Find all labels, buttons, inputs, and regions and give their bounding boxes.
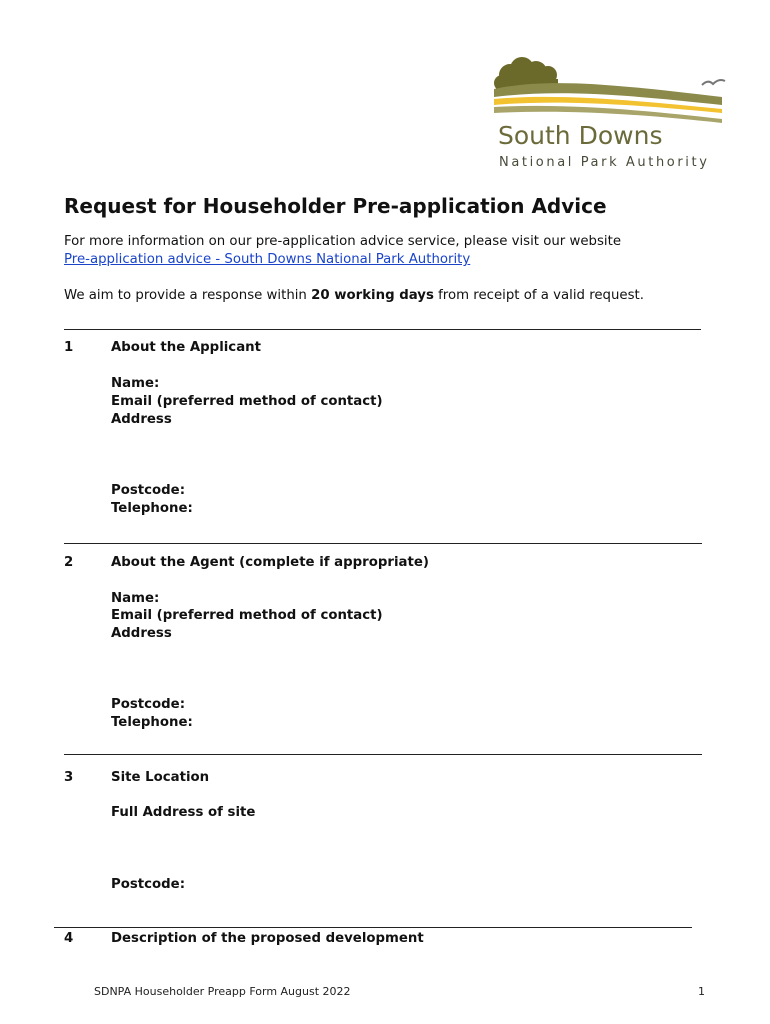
section-heading-development: Description of the proposed development (111, 931, 424, 946)
applicant-address-field[interactable]: Address (111, 412, 172, 427)
agent-name-field[interactable]: Name: (111, 591, 160, 606)
applicant-name-field[interactable]: Name: (111, 376, 160, 391)
response-prefix: We aim to provide a response within (64, 288, 312, 303)
section-heading-agent: About the Agent (complete if appropriate) (111, 555, 429, 570)
page-number: 1 (698, 985, 705, 998)
logo-title: South Downs (498, 121, 663, 150)
page-title: Request for Householder Pre-application Advice (64, 194, 607, 218)
sdnpa-logo (490, 55, 730, 180)
applicant-telephone-field[interactable]: Telephone: (111, 501, 193, 516)
divider (54, 927, 692, 928)
site-address-field[interactable]: Full Address of site (111, 805, 256, 820)
footer-form-name: SDNPA Householder Preapp Form August 2022 (94, 985, 351, 998)
divider (64, 543, 702, 544)
site-postcode-field[interactable]: Postcode: (111, 877, 186, 892)
response-suffix: from receipt of a valid request. (433, 288, 644, 303)
applicant-postcode-field[interactable]: Postcode: (111, 483, 186, 498)
applicant-email-field[interactable]: Email (preferred method of contact) (111, 394, 383, 409)
agent-telephone-field[interactable]: Telephone: (111, 715, 193, 730)
response-text (64, 288, 644, 303)
section-heading-site: Site Location (111, 770, 210, 785)
intro-text: For more information on our pre-application advice service, please visit our website (64, 234, 622, 249)
section-heading-applicant: About the Applicant (111, 340, 261, 355)
divider (64, 329, 701, 330)
agent-postcode-field[interactable]: Postcode: (111, 697, 186, 712)
agent-email-field[interactable]: Email (preferred method of contact) (111, 608, 383, 623)
logo-landscape-icon (490, 55, 730, 125)
preapp-advice-link[interactable]: Pre-application advice - South Downs National Park Authority (64, 252, 471, 267)
response-bold: 20 working days (311, 288, 434, 303)
agent-address-field[interactable]: Address (111, 626, 172, 641)
section-number: 1 (64, 340, 74, 355)
section-number: 3 (64, 770, 74, 785)
divider (64, 754, 702, 755)
section-number: 4 (64, 931, 74, 946)
section-number: 2 (64, 555, 74, 570)
logo-subtitle: National Park Authority (499, 155, 710, 170)
